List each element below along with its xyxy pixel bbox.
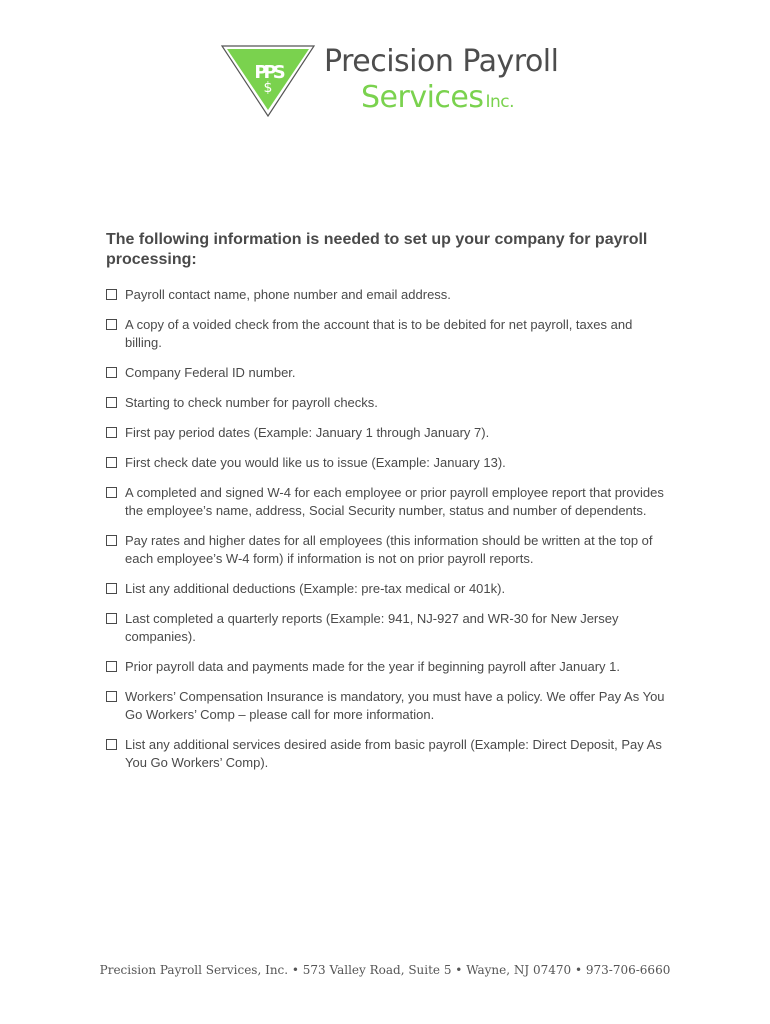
checkbox-icon[interactable] [106, 427, 117, 438]
checkbox-icon[interactable] [106, 739, 117, 750]
checkbox-icon[interactable] [106, 583, 117, 594]
logo-company-name-line1: Precision Payroll [324, 44, 559, 79]
checklist-item [106, 688, 666, 724]
page-footer-address: Precision Payroll Services, Inc. • 573 Valley Road, Suite 5 • Wayne, NJ 07470 • 973-706-6660 [99, 963, 671, 977]
checklist-item [106, 364, 666, 382]
checklist-item [106, 658, 666, 676]
checkbox-icon[interactable] [106, 661, 117, 672]
checklist-item [106, 286, 666, 304]
checklist-item-text: Workers’ Compensation Insurance is mandatory, you must have a policy. We offer Pay As You Go Workers’ Comp – please call for more information. [125, 689, 665, 722]
checklist-item-text: First check date you would like us to issue (Example: January 13). [125, 455, 506, 470]
logo-inc-text: Inc. [485, 92, 515, 112]
checklist-item-text: First pay period dates (Example: January 1 through January 7). [125, 425, 490, 440]
triangle-emblem-icon [218, 42, 318, 120]
checklist-item [106, 394, 666, 412]
checkbox-icon[interactable] [106, 289, 117, 300]
checklist-item-text: List any additional deductions (Example: pre-tax medical or 401k). [125, 581, 506, 596]
checklist-item [106, 424, 666, 442]
checkbox-icon[interactable] [106, 319, 117, 330]
checkbox-icon[interactable] [106, 367, 117, 378]
checkbox-icon[interactable] [106, 535, 117, 546]
checklist-item [106, 610, 666, 646]
logo-company-name-line2 [361, 80, 514, 115]
checklist-item-text: Starting to check number for payroll checks. [125, 395, 378, 410]
checkbox-icon[interactable] [106, 397, 117, 408]
checklist-item [106, 484, 666, 520]
checkbox-icon[interactable] [106, 457, 117, 468]
checklist-item [106, 580, 666, 598]
checklist-item-text: A copy of a voided check from the account that is to be debited for net payroll, taxes and billing. [125, 317, 633, 350]
checklist-item-text: Company Federal ID number. [125, 365, 296, 380]
checklist-item [106, 316, 666, 352]
checklist-item-text: List any additional services desired aside from basic payroll (Example: Direct Deposit, Pay As You Go Workers’ Comp). [125, 737, 662, 770]
checkbox-icon[interactable] [106, 613, 117, 624]
checklist-item [106, 532, 666, 568]
checklist-item [106, 736, 666, 772]
checklist-item-text: A completed and signed W-4 for each employee or prior payroll employee report that provides the employee’s name, address, Social Security number, status and number of dependents. [125, 485, 664, 518]
checklist-item-text: Pay rates and higher dates for all employees (this information should be written at the top of each employee’s W-4 form) if information is not on prior payroll reports. [125, 533, 653, 566]
checkbox-icon[interactable] [106, 691, 117, 702]
company-logo [218, 42, 558, 120]
checklist-item [106, 454, 666, 472]
page-heading: The following information is needed to set up your company for payroll processing: [106, 231, 648, 268]
checklist-item-text: Last completed a quarterly reports (Example: 941, NJ-927 and WR-30 for New Jersey companies). [125, 611, 619, 644]
logo-services-text: Services [361, 80, 484, 115]
checklist-item-text: Prior payroll data and payments made for the year if beginning payroll after January 1. [125, 659, 620, 674]
checkbox-icon[interactable] [106, 487, 117, 498]
emblem-dollar-icon: $ [263, 80, 273, 96]
checklist-item-text: Payroll contact name, phone number and email address. [125, 287, 451, 302]
emblem-letters: PPS [254, 62, 282, 83]
requirements-checklist [106, 286, 666, 784]
